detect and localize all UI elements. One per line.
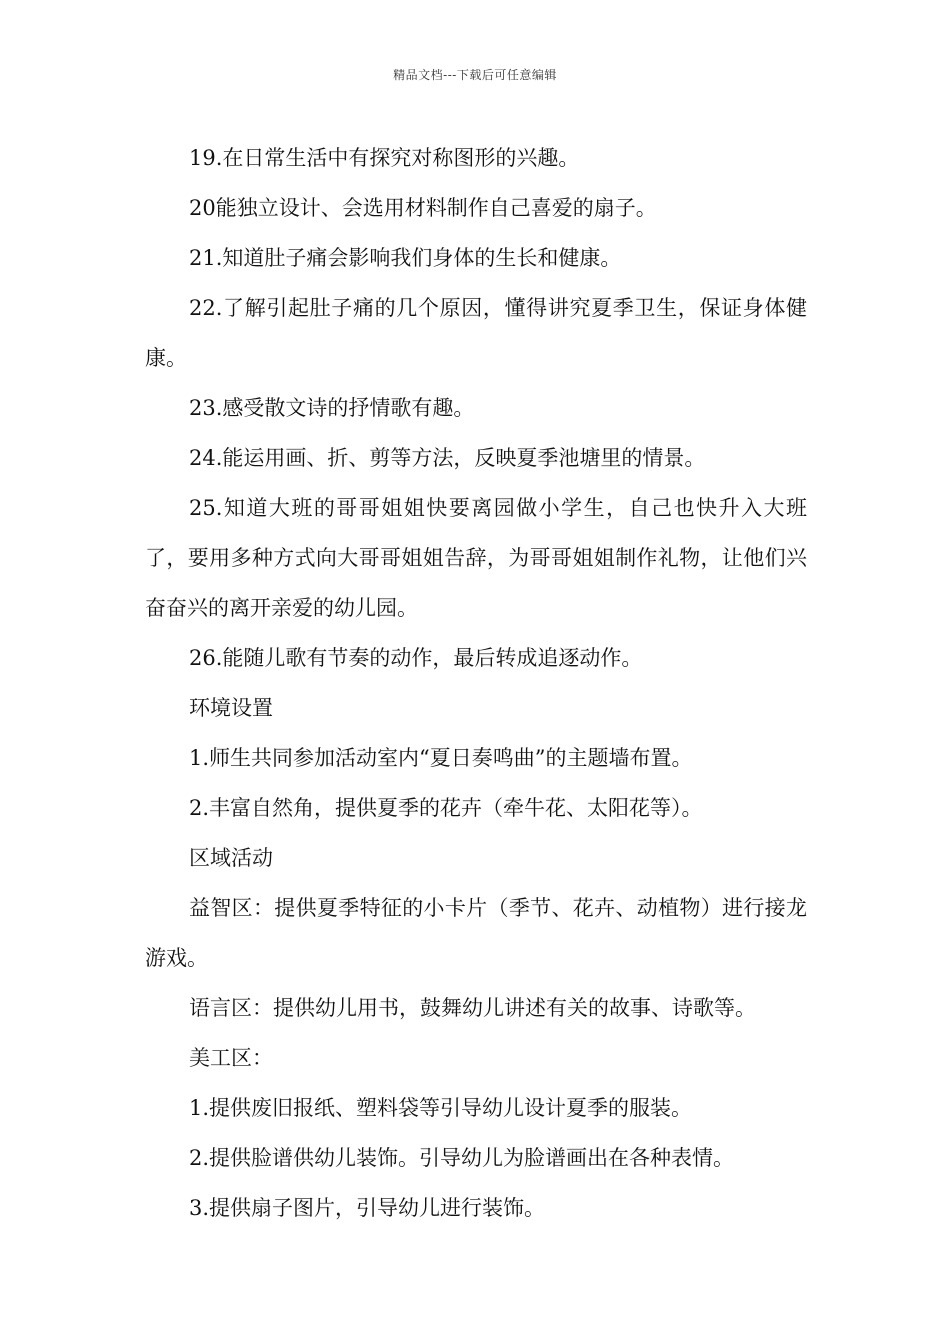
paragraph-goal-21: 21.知道肚子痛会影响我们身体的生长和健康。: [189, 246, 622, 270]
paragraph-puzzle-area: 益智区：提供夏季特征的小卡片（季节、花卉、动植物）进行接龙游戏。: [145, 896, 807, 970]
paragraph-goal-19: 19.在日常生活中有探究对称图形的兴趣。: [189, 146, 580, 170]
paragraph-art-2: 2.提供脸谱供幼儿装饰。引导幼儿为脸谱画出在各种表情。: [189, 1146, 735, 1170]
paragraph-goal-25: 25.知道大班的哥哥姐姐快要离园做小学生，自己也快升入大班了，要用多种方式向大哥哥姐姐告辞，为哥哥姐姐制作礼物，让他们兴奋奋兴的离开亲爱的幼儿园。: [145, 496, 807, 620]
paragraph-art-area: 美工区：: [189, 1046, 273, 1070]
paragraph-goal-23: 23.感受散文诗的抒情歌有趣。: [189, 396, 475, 420]
paragraph-goal-24: 24.能运用画、折、剪等方法，反映夏季池塘里的情景。: [189, 446, 706, 470]
paragraph-art-1: 1.提供废旧报纸、塑料袋等引导幼儿设计夏季的服装。: [189, 1096, 693, 1120]
paragraph-environment-1: 1.师生共同参加活动室内“夏日奏鸣曲”的主题墙布置。: [189, 746, 693, 770]
paragraph-goal-26: 26.能随儿歌有节奏的动作，最后转成追逐动作。: [189, 646, 643, 670]
paragraph-goal-22: 22.了解引起肚子痛的几个原因，懂得讲究夏季卫生，保证身体健康。: [145, 296, 807, 370]
section-heading-environment: 环境设置: [189, 696, 273, 720]
section-heading-area-activities: 区域活动: [189, 846, 273, 870]
paragraph-language-area: 语言区：提供幼儿用书，鼓舞幼儿讲述有关的故事、诗歌等。: [189, 996, 756, 1020]
paragraph-goal-20: 20能独立设计、会选用材料制作自己喜爱的扇子。: [189, 196, 657, 220]
paragraph-art-3: 3.提供扇子图片，引导幼儿进行装饰。: [189, 1196, 546, 1220]
paragraph-environment-2: 2.丰富自然角，提供夏季的花卉（牵牛花、太阳花等）。: [189, 796, 703, 820]
document-body: [145, 133, 807, 1233]
page-header: 精品文档---下载后可任意编辑: [393, 68, 557, 82]
